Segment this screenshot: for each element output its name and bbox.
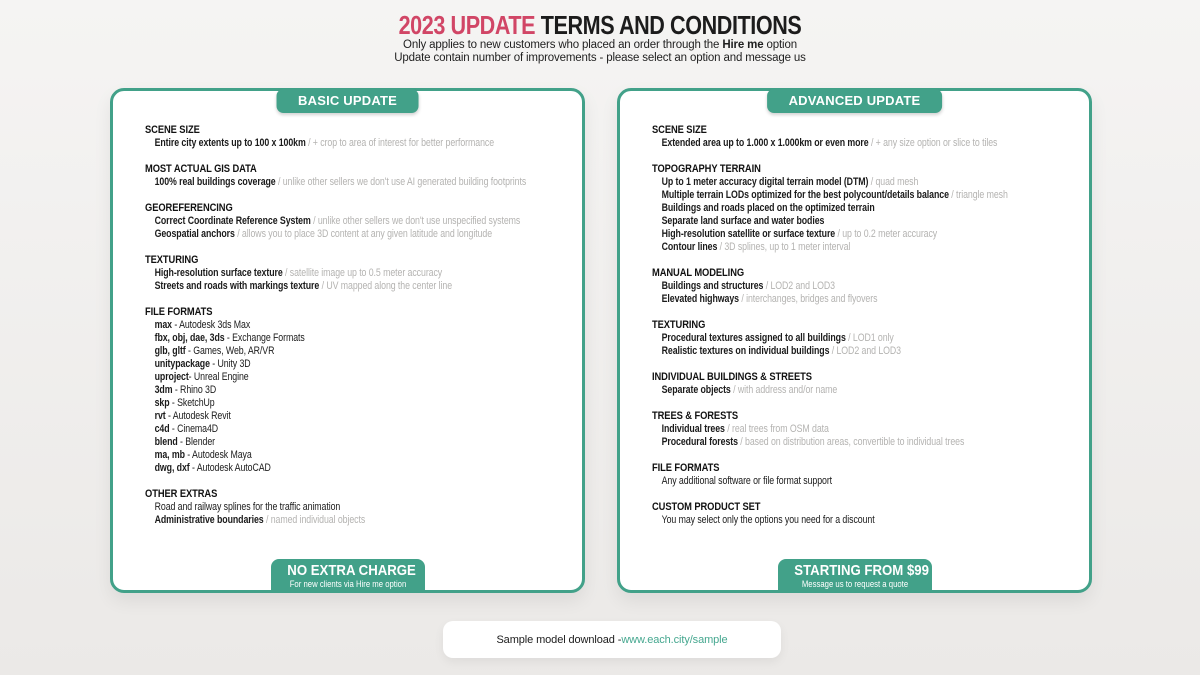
section: [652, 501, 1075, 527]
feature-line: [652, 423, 990, 436]
feature-text: - Exchange Formats: [224, 332, 305, 344]
feature-note: / with address and/or name: [730, 384, 838, 396]
feature-lead: Buildings and structures: [661, 280, 764, 292]
feature-lead: 3dm: [154, 384, 173, 396]
feature-lead: blend: [154, 436, 178, 448]
section: [652, 267, 1075, 306]
feature-line: [145, 345, 483, 358]
feature-text: - Cinema4D: [169, 423, 219, 435]
feature-text: - Autodesk Revit: [165, 410, 231, 422]
feature-note: / satellite image up to 0.5 meter accuracy: [282, 267, 443, 279]
price-badge: [778, 559, 932, 593]
feature-line: [145, 462, 483, 475]
feature-note: / 3D splines, up to 1 meter interval: [717, 241, 851, 253]
feature-lead: High-resolution satellite or surface texture: [661, 228, 836, 240]
price-badge: [271, 559, 425, 593]
feature-line: [652, 293, 990, 306]
feature-line: [145, 215, 521, 228]
feature-lead: 100% real buildings coverage: [154, 176, 276, 188]
feature-text: - SketchUp: [169, 397, 215, 409]
feature-lead: unitypackage: [154, 358, 210, 370]
section-heading: INDIVIDUAL BUILDINGS & STREETS: [652, 371, 812, 383]
feature-note: / quad mesh: [868, 176, 919, 188]
feature-line: [145, 410, 483, 423]
section-heading: TEXTURING: [652, 319, 706, 331]
section-heading: GEOREFERENCING: [145, 202, 233, 214]
feature-text: Any additional software or file format support: [661, 475, 833, 487]
feature-note: / allows you to place 3D content at any given latitude and longitude: [234, 228, 493, 240]
section-heading: SCENE SIZE: [652, 124, 707, 136]
feature-line: [145, 228, 493, 241]
feature-lead: Individual trees: [661, 423, 725, 435]
feature-line: [145, 501, 483, 514]
section: [652, 124, 1075, 150]
section-heading: TOPOGRAPHY TERRAIN: [652, 163, 761, 175]
footer-bar: [443, 621, 781, 658]
section-heading: TREES & FORESTS: [652, 410, 739, 422]
section: [652, 319, 1075, 358]
section-heading: TEXTURING: [145, 254, 199, 266]
feature-text: - Games, Web, AR/VR: [185, 345, 275, 357]
feature-line: [145, 449, 483, 462]
feature-lead: Contour lines: [661, 241, 718, 253]
feature-line: [652, 137, 998, 150]
section: [145, 163, 568, 189]
section: [145, 124, 568, 150]
section-heading: MOST ACTUAL GIS DATA: [145, 163, 257, 175]
feature-text: You may select only the options you need for a discount: [661, 514, 875, 526]
feature-lead: uproject: [154, 371, 189, 383]
section: [652, 462, 1075, 488]
section: [652, 163, 1075, 254]
page-header: [0, 11, 1200, 65]
section: [652, 410, 1075, 449]
feature-text: - Autodesk 3ds Max: [171, 319, 251, 331]
feature-note: / unlike other sellers we don't use unspecified systems: [310, 215, 521, 227]
price-badge-subtitle: Message us to request a quote: [801, 579, 908, 589]
feature-note: / + crop to area of interest for better performance: [305, 137, 495, 149]
feature-lead: High-resolution surface texture: [154, 267, 283, 279]
panel-title-badge: ADVANCED UPDATE: [767, 89, 943, 113]
feature-lead: dwg, dxf: [154, 462, 190, 474]
feature-note: / + any size option or slice to tiles: [868, 137, 998, 149]
feature-lead: Entire city extents up to 100 x 100km: [154, 137, 306, 149]
page-title-accent: 2023 UPDATE: [398, 10, 536, 40]
feature-text: - Unreal Engine: [188, 371, 249, 383]
feature-lead: Streets and roads with markings texture: [154, 280, 320, 292]
feature-line: [145, 423, 483, 436]
section: [145, 306, 568, 475]
feature-line: [652, 215, 990, 228]
feature-lead: Up to 1 meter accuracy digital terrain model (DTM): [661, 176, 869, 188]
feature-lead: skp: [154, 397, 170, 409]
feature-text: - Autodesk AutoCAD: [189, 462, 271, 474]
sample-download-link[interactable]: www.each.city/sample: [621, 633, 728, 646]
subtitle-1-pre: Only applies to new customers who placed an order through the: [403, 39, 723, 51]
subtitle-1-post: option: [763, 39, 797, 51]
page-title-rest: TERMS AND CONDITIONS: [535, 10, 802, 40]
feature-lead: Multiple terrain LODs optimized for the best polycount/details balance: [661, 189, 949, 201]
feature-line: [145, 384, 483, 397]
feature-line: [145, 436, 483, 449]
feature-line: [652, 436, 990, 449]
feature-line: [145, 358, 483, 371]
section-heading: MANUAL MODELING: [652, 267, 745, 279]
price-badge-title: STARTING FROM $99: [793, 562, 929, 579]
section-heading: OTHER EXTRAS: [145, 488, 218, 500]
feature-line: [652, 202, 990, 215]
feature-line: [652, 475, 990, 488]
feature-line: [652, 228, 990, 241]
feature-lead: Geospatial anchors: [154, 228, 235, 240]
footer-label: Sample model download -: [496, 633, 622, 646]
feature-note: / LOD2 and LOD3: [763, 280, 835, 292]
section: [145, 254, 568, 293]
feature-note: / UV mapped along the center line: [319, 280, 453, 292]
panel-sections: [620, 91, 1089, 527]
feature-line: [145, 267, 483, 280]
panel-title-badge: BASIC UPDATE: [276, 89, 419, 113]
feature-note: / triangle mesh: [948, 189, 1008, 201]
feature-lead: Extended area up to 1.000 x 1.000km or even more: [661, 137, 869, 149]
feature-line: [652, 345, 990, 358]
feature-text: Road and railway splines for the traffic animation: [154, 501, 341, 513]
feature-line: [145, 319, 483, 332]
feature-lead: Realistic textures on individual buildings: [661, 345, 830, 357]
feature-line: [145, 176, 527, 189]
feature-line: [652, 384, 990, 397]
feature-lead: max: [154, 319, 172, 331]
feature-line: [652, 189, 1008, 202]
panel-sections: [113, 91, 582, 527]
section-heading: FILE FORMATS: [652, 462, 720, 474]
feature-lead: Procedural forests: [661, 436, 738, 448]
feature-note: / real trees from OSM data: [724, 423, 829, 435]
subtitle-line-2: Update contain number of improvements - please select an option and message us: [394, 52, 806, 64]
feature-lead: Procedural textures assigned to all buildings: [661, 332, 846, 344]
feature-note: / named individual objects: [263, 514, 366, 526]
section: [652, 371, 1075, 397]
panel-basic-update: [110, 88, 585, 593]
feature-line: [652, 176, 990, 189]
section-heading: CUSTOM PRODUCT SET: [652, 501, 761, 513]
feature-line: [652, 241, 990, 254]
feature-text: - Rhino 3D: [172, 384, 217, 396]
feature-lead: Elevated highways: [661, 293, 739, 305]
feature-note: / unlike other sellers we don't use AI generated building footprints: [275, 176, 527, 188]
feature-lead: Separate land surface and water bodies: [661, 215, 825, 227]
feature-text: - Autodesk Maya: [184, 449, 252, 461]
feature-lead: fbx, obj, dae, 3ds: [154, 332, 225, 344]
feature-lead: Administrative boundaries: [154, 514, 264, 526]
feature-line: [652, 280, 990, 293]
feature-lead: Separate objects: [661, 384, 731, 396]
feature-lead: glb, gltf: [154, 345, 186, 357]
subtitle-line-1: [0, 39, 1200, 52]
feature-line: [145, 397, 483, 410]
section: [145, 202, 568, 241]
feature-line: [652, 514, 990, 527]
feature-lead: Correct Coordinate Reference System: [154, 215, 311, 227]
feature-line: [145, 137, 495, 150]
feature-note: / LOD1 only: [845, 332, 894, 344]
subtitle-1-bold: Hire me: [722, 39, 764, 51]
feature-lead: c4d: [154, 423, 170, 435]
panel-advanced-update: [617, 88, 1092, 593]
feature-note: / LOD2 and LOD3: [829, 345, 901, 357]
feature-text: - Unity 3D: [209, 358, 251, 370]
section-heading: SCENE SIZE: [145, 124, 200, 136]
feature-line: [652, 332, 990, 345]
feature-note: / interchanges, bridges and flyovers: [738, 293, 878, 305]
price-badge-title: NO EXTRA CHARGE: [286, 562, 416, 579]
feature-lead: rvt: [154, 410, 166, 422]
section: [145, 488, 568, 527]
section-heading: FILE FORMATS: [145, 306, 213, 318]
feature-note: / based on distribution areas, convertible to individual trees: [737, 436, 965, 448]
feature-lead: ma, mb: [154, 449, 185, 461]
feature-line: [145, 371, 483, 384]
price-badge-subtitle: For new clients via Hire me option: [289, 579, 406, 589]
page-title: [102, 11, 1098, 39]
feature-line: [145, 514, 483, 527]
feature-text: - Blender: [177, 436, 216, 448]
feature-line: [145, 332, 483, 345]
feature-lead: Buildings and roads placed on the optimized terrain: [661, 202, 875, 214]
feature-note: / up to 0.2 meter accuracy: [835, 228, 938, 240]
feature-line: [145, 280, 483, 293]
